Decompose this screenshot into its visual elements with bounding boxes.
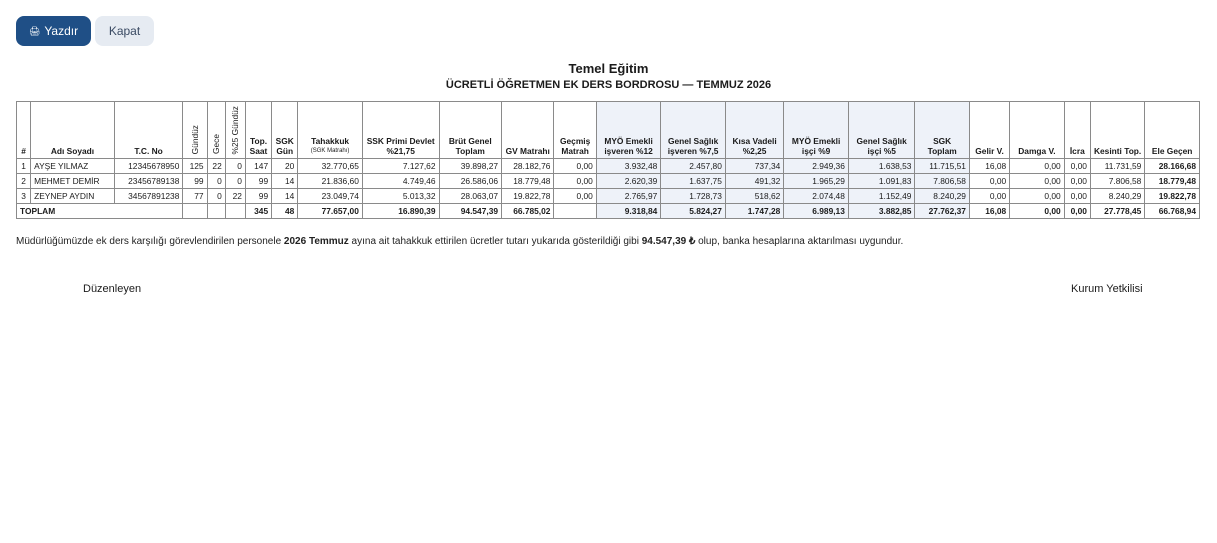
cell-damga-v: 0,00 (1010, 159, 1064, 174)
cell-gss-isveren: 1.637,75 (661, 174, 726, 189)
total-brut-genel: 94.547,39 (439, 204, 502, 219)
col-header-brut-genel: Brüt Genel Toplam (439, 102, 502, 159)
col-header-gunduz25-label: %25 Gündüz (230, 105, 241, 154)
cell-gunduz: 77 (183, 189, 207, 204)
cell-myo-isveren: 2.765,97 (596, 189, 661, 204)
signature-prepared-by: Düzenleyen (83, 283, 142, 295)
cell-gelir-v: 16,08 (969, 159, 1009, 174)
cell-top-saat: 147 (245, 159, 271, 174)
col-header-icra: İcra (1064, 102, 1090, 159)
total-gv-matrahi: 66.785,02 (502, 204, 554, 219)
col-header-sgk-gun: SGK Gün (272, 102, 298, 159)
total-gss-isveren: 5.824,27 (661, 204, 726, 219)
total-top-saat: 345 (245, 204, 271, 219)
note-period: 2026 Temmuz (283, 236, 349, 247)
cell-gv-matrahi: 19.822,78 (502, 189, 554, 204)
total-ele-gecen: 66.768,94 (1145, 204, 1200, 219)
cell-gecmis-matrah: 0,00 (554, 174, 596, 189)
cell-brut-genel: 26.586,06 (439, 174, 502, 189)
cell-myo-isci: 2.074,48 (784, 189, 849, 204)
cell-name: ZEYNEP AYDIN (31, 189, 115, 204)
total-kisa-vadeli: 1.747,28 (725, 204, 783, 219)
col-header-gece (207, 102, 225, 159)
cell-icra: 0,00 (1064, 174, 1090, 189)
printer-icon: 🖨 (28, 25, 41, 36)
col-header-gss-isveren: Genel Sağlık işveren %7,5 (661, 102, 726, 159)
cell-kisa-vadeli: 491,32 (725, 174, 783, 189)
cell-brut-genel: 28.063,07 (439, 189, 502, 204)
col-header-ssk-primi: SSK Primi Devlet %21,75 (362, 102, 439, 159)
col-header-gunduz (183, 102, 207, 159)
cell-gece: 22 (207, 159, 225, 174)
total-myo-isci: 6.989,13 (784, 204, 849, 219)
print-button-label: Yazdır (44, 24, 79, 38)
total-row (17, 204, 1200, 219)
cell-gunduz25: 22 (225, 189, 245, 204)
col-header-gelir-v: Gelir V. (969, 102, 1009, 159)
cell-gelir-v: 0,00 (969, 189, 1009, 204)
cell-sgk-gun: 20 (272, 159, 298, 174)
total-gecmis-matrah (554, 204, 596, 219)
col-header-name: Adı Soyadı (31, 102, 115, 159)
cell-myo-isci: 2.949,36 (784, 159, 849, 174)
table-row (17, 174, 1200, 189)
cell-gece: 0 (207, 174, 225, 189)
cell-icra: 0,00 (1064, 159, 1090, 174)
col-header-top-saat: Top. Saat (245, 102, 271, 159)
report-title: Temel Eğitim (568, 61, 649, 76)
payroll-table (16, 101, 1200, 219)
cell-no: 2 (17, 174, 31, 189)
cell-name: AYŞE YILMAZ (31, 159, 115, 174)
cell-tahakkuk: 21.836,60 (298, 174, 363, 189)
cell-gunduz: 125 (183, 159, 207, 174)
cell-gv-matrahi: 18.779,48 (502, 174, 554, 189)
cell-gss-isveren: 2.457,80 (661, 159, 726, 174)
col-header-myo-isveren: MYÖ Emekli işveren %12 (596, 102, 661, 159)
cell-ele-gecen: 18.779,48 (1145, 174, 1200, 189)
total-ssk-primi: 16.890,39 (362, 204, 439, 219)
cell-damga-v: 0,00 (1010, 174, 1064, 189)
col-header-gunduz-label: Gündüz (189, 124, 200, 154)
col-header-gunduz25 (225, 102, 245, 159)
signature-authority: Kurum Yetkilisi (1071, 283, 1143, 295)
cell-gv-matrahi: 28.182,76 (502, 159, 554, 174)
total-gss-isci: 3.882,85 (848, 204, 915, 219)
cell-gecmis-matrah: 0,00 (554, 189, 596, 204)
cell-ele-gecen: 28.166,68 (1145, 159, 1200, 174)
cell-brut-genel: 39.898,27 (439, 159, 502, 174)
cell-ssk-primi: 4.749,46 (362, 174, 439, 189)
approval-note (16, 236, 903, 247)
cell-kesinti-top: 8.240,29 (1090, 189, 1144, 204)
cell-top-saat: 99 (245, 189, 271, 204)
cell-no: 3 (17, 189, 31, 204)
cell-tc: 23456789138 (114, 174, 183, 189)
cell-gss-isci: 1.638,53 (848, 159, 915, 174)
cell-gss-isci: 1.152,49 (848, 189, 915, 204)
note-part3: olup, banka hesaplarına aktarılması uygundur. (695, 236, 904, 247)
cell-myo-isveren: 2.620,39 (596, 174, 661, 189)
col-header-gece-label: Gece (211, 133, 222, 154)
col-header-kisa-vadeli: Kısa Vadeli %2,25 (725, 102, 783, 159)
total-sgk-toplam: 27.762,37 (915, 204, 969, 219)
print-button[interactable] (16, 16, 91, 46)
note-part2: ayına ait tahakkuk ettirilen ücretler tutarı yukarıda gösterildiği gibi (348, 236, 642, 247)
cell-sgk-toplam: 11.715,51 (915, 159, 969, 174)
cell-kisa-vadeli: 737,34 (725, 159, 783, 174)
cell-gece: 0 (207, 189, 225, 204)
total-label: TOPLAM (17, 204, 183, 219)
col-header-gss-isci: Genel Sağlık işçi %5 (848, 102, 915, 159)
total-gunduz25 (225, 204, 245, 219)
toolbar (16, 16, 154, 46)
cell-myo-isci: 1.965,29 (784, 174, 849, 189)
col-header-tahakkuk-label: Tahakkuk (311, 136, 350, 146)
note-part1: Müdürlüğümüzde ek ders karşılığı görevlendirilen personele (16, 236, 284, 247)
cell-gss-isci: 1.091,83 (848, 174, 915, 189)
total-damga-v: 0,00 (1010, 204, 1064, 219)
cell-kesinti-top: 7.806,58 (1090, 174, 1144, 189)
col-header-kesinti-top: Kesinti Top. (1090, 102, 1144, 159)
cell-kesinti-top: 11.731,59 (1090, 159, 1144, 174)
total-tahakkuk: 77.657,00 (298, 204, 363, 219)
total-icra: 0,00 (1064, 204, 1090, 219)
cell-no: 1 (17, 159, 31, 174)
col-header-sgk-toplam: SGK Toplam (915, 102, 969, 159)
cell-tahakkuk: 23.049,74 (298, 189, 363, 204)
cell-ssk-primi: 7.127,62 (362, 159, 439, 174)
note-amount: 94.547,39 ₺ (641, 236, 696, 247)
col-header-tahakkuk (298, 102, 363, 159)
cell-gelir-v: 0,00 (969, 174, 1009, 189)
table-row (17, 159, 1200, 174)
col-header-gv-matrahi: GV Matrahı (502, 102, 554, 159)
table-header-row (17, 102, 1200, 159)
close-button[interactable]: Kapat (95, 16, 154, 46)
cell-sgk-toplam: 8.240,29 (915, 189, 969, 204)
cell-top-saat: 99 (245, 174, 271, 189)
cell-myo-isveren: 3.932,48 (596, 159, 661, 174)
cell-gunduz: 99 (183, 174, 207, 189)
col-header-no: # (17, 102, 31, 159)
col-header-ele-gecen: Ele Geçen (1145, 102, 1200, 159)
total-kesinti-top: 27.778,45 (1090, 204, 1144, 219)
col-header-damga-v: Damga V. (1010, 102, 1064, 159)
cell-gunduz25: 0 (225, 174, 245, 189)
total-gunduz (183, 204, 207, 219)
cell-sgk-toplam: 7.806,58 (915, 174, 969, 189)
cell-gss-isveren: 1.728,73 (661, 189, 726, 204)
cell-sgk-gun: 14 (272, 174, 298, 189)
cell-name: MEHMET DEMİR (31, 174, 115, 189)
col-header-gecmis-matrah: Geçmiş Matrah (554, 102, 596, 159)
cell-gunduz25: 0 (225, 159, 245, 174)
cell-icra: 0,00 (1064, 189, 1090, 204)
cell-kisa-vadeli: 518,62 (725, 189, 783, 204)
cell-ssk-primi: 5.013,32 (362, 189, 439, 204)
cell-tc: 12345678950 (114, 159, 183, 174)
col-header-myo-isci: MYÖ Emekli işçi %9 (784, 102, 849, 159)
col-header-tc: T.C. No (114, 102, 183, 159)
cell-tahakkuk: 32.770,65 (298, 159, 363, 174)
cell-damga-v: 0,00 (1010, 189, 1064, 204)
table-row (17, 189, 1200, 204)
total-myo-isveren: 9.318,84 (596, 204, 661, 219)
total-gelir-v: 16,08 (969, 204, 1009, 219)
total-sgk-gun: 48 (272, 204, 298, 219)
report-subtitle: ÜCRETLİ ÖĞRETMEN EK DERS BORDROSU — TEMMUZ 2026 (445, 79, 772, 91)
cell-ele-gecen: 19.822,78 (1145, 189, 1200, 204)
cell-tc: 34567891238 (114, 189, 183, 204)
total-gece (207, 204, 225, 219)
cell-gecmis-matrah: 0,00 (554, 159, 596, 174)
cell-sgk-gun: 14 (272, 189, 298, 204)
col-header-tahakkuk-sub: (SGK Matrahı) (310, 148, 350, 154)
